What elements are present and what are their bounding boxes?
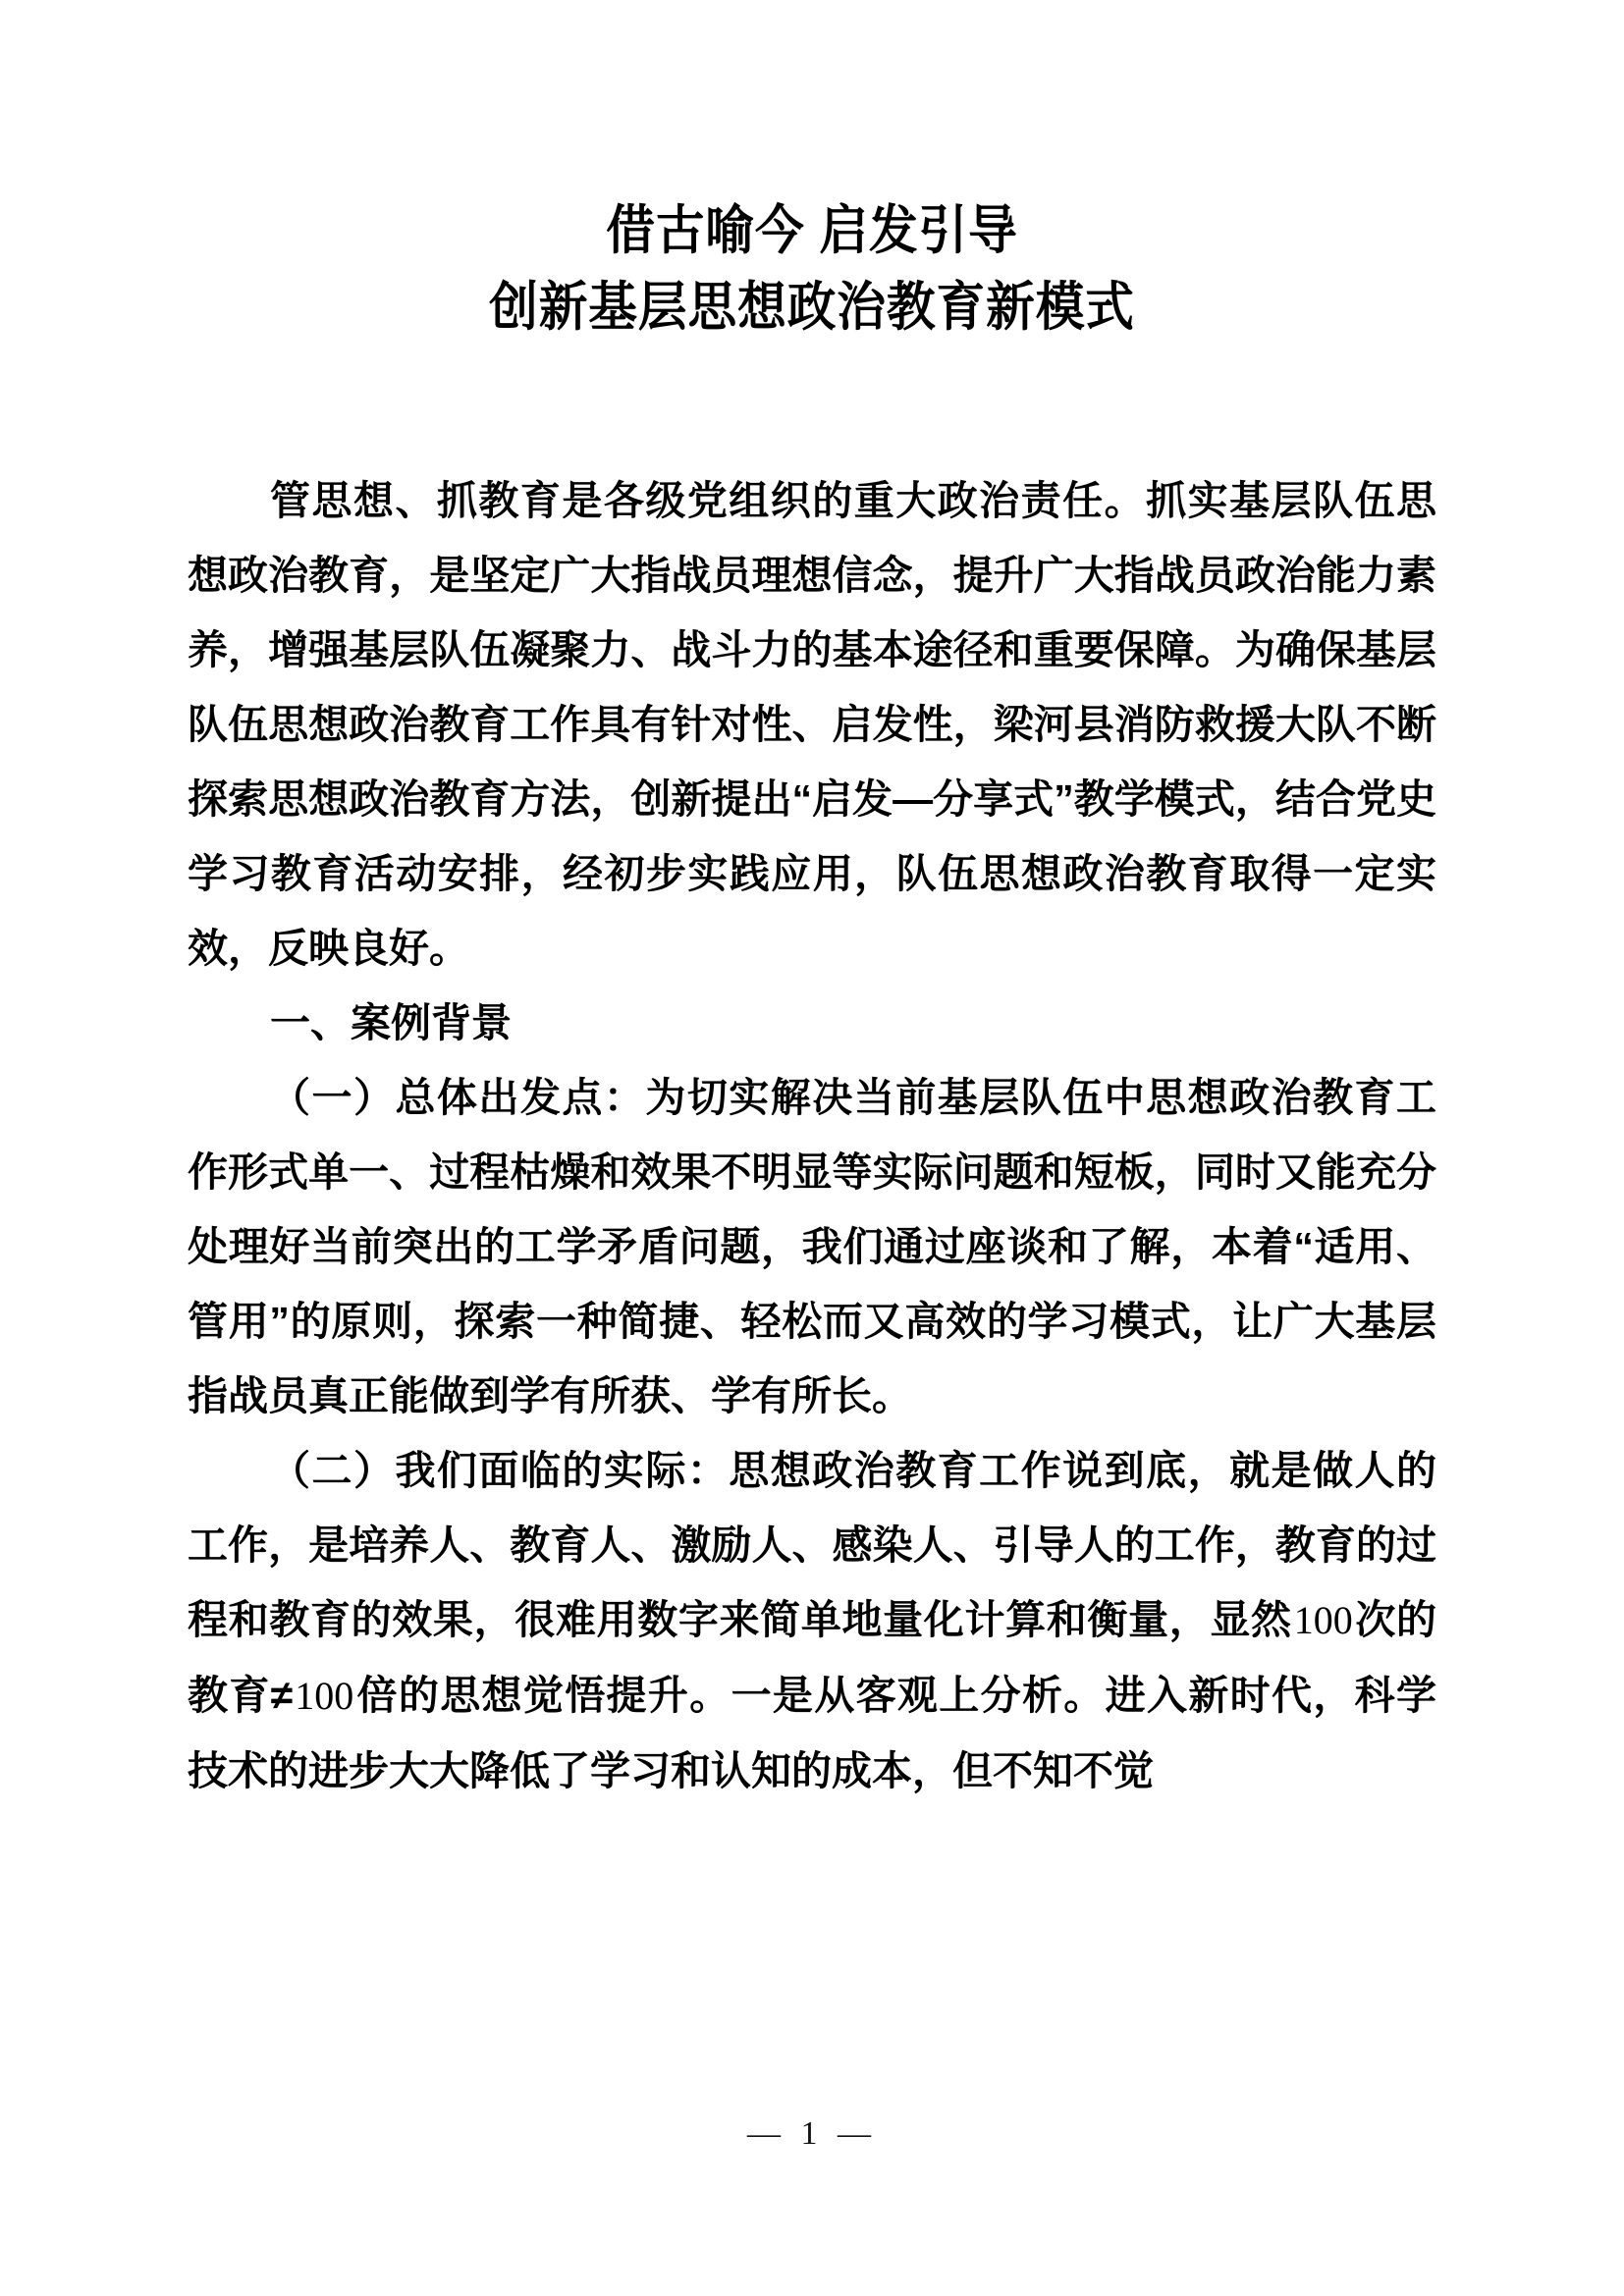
- subsection-two-text-mid1: 次的教育≠: [188, 1597, 1436, 1718]
- subsection-one-paragraph: [188, 1060, 1436, 1433]
- intro-paragraph: 管思想、抓教育是各级党组织的重大政治责任。抓实基层队伍思想政治教育，是坚定广大指战员理想信念，提升广大指战员政治能力素养，增强基层队伍凝聚力、战斗力的基本途径和重要保障。为确保基层队伍思想政治教育工作具有针对性、启发性，梁河县消防救援大队不断探索思想政治教育方法，创新提出“启发—分享式”教学模式，结合党史学习教育活动安排，经初步实践应用，队伍思想政治教育取得一定实效，反映良好。: [188, 478, 1436, 971]
- subsection-two-text-part1: 思想政治教育工作说到底，就是做人的工作，是培养人、教育人、激励人、感染人、引导人的工作，教育的过程和教育的效果，很难用数字来简单地量化计算和衡量，显然: [188, 1448, 1436, 1642]
- subsection-two-text-part2: 进入新时代，科学技术的进步大大降低了学习和认知的成本，但不知不觉: [188, 1673, 1437, 1793]
- section-heading-one: 一、案例背景: [270, 1000, 512, 1045]
- figure-hundred-second: 100: [295, 1674, 354, 1718]
- page-title: [238, 192, 1386, 346]
- figure-hundred-first: 100: [1293, 1598, 1353, 1642]
- title-line-1: 借古喻今 启发引导: [606, 201, 1018, 260]
- page-number-footer: — 1 —: [747, 2115, 877, 2152]
- subsection-two-lead: （二）我们面临的实际：: [270, 1448, 730, 1493]
- subsection-one-text: 为切实解决当前基层队伍中思想政治教育工作形式单一、过程枯燥和效果不明显等实际问题和短板，同时又能充分处理好当前突出的工学矛盾问题，我们通过座谈和了解，本着“适用、管用”的原则，探索一种简捷、轻松而又高效的学习模式，让广大基层指战员真正能做到学有所获、学有所长。: [188, 1075, 1437, 1418]
- page-content-area: [188, 0, 1436, 1808]
- subsection-two-bold-phrase: 一是从客观上分析。: [731, 1673, 1106, 1718]
- subsection-two-paragraph: [188, 1433, 1436, 1808]
- subsection-two-text-mid2: 倍的思想觉悟提升。: [355, 1673, 731, 1718]
- subsection-one-lead: （一）总体出发点：: [270, 1075, 646, 1120]
- title-line-2: 创新基层思想政治教育新模式: [489, 278, 1135, 337]
- document-body: [188, 463, 1436, 1808]
